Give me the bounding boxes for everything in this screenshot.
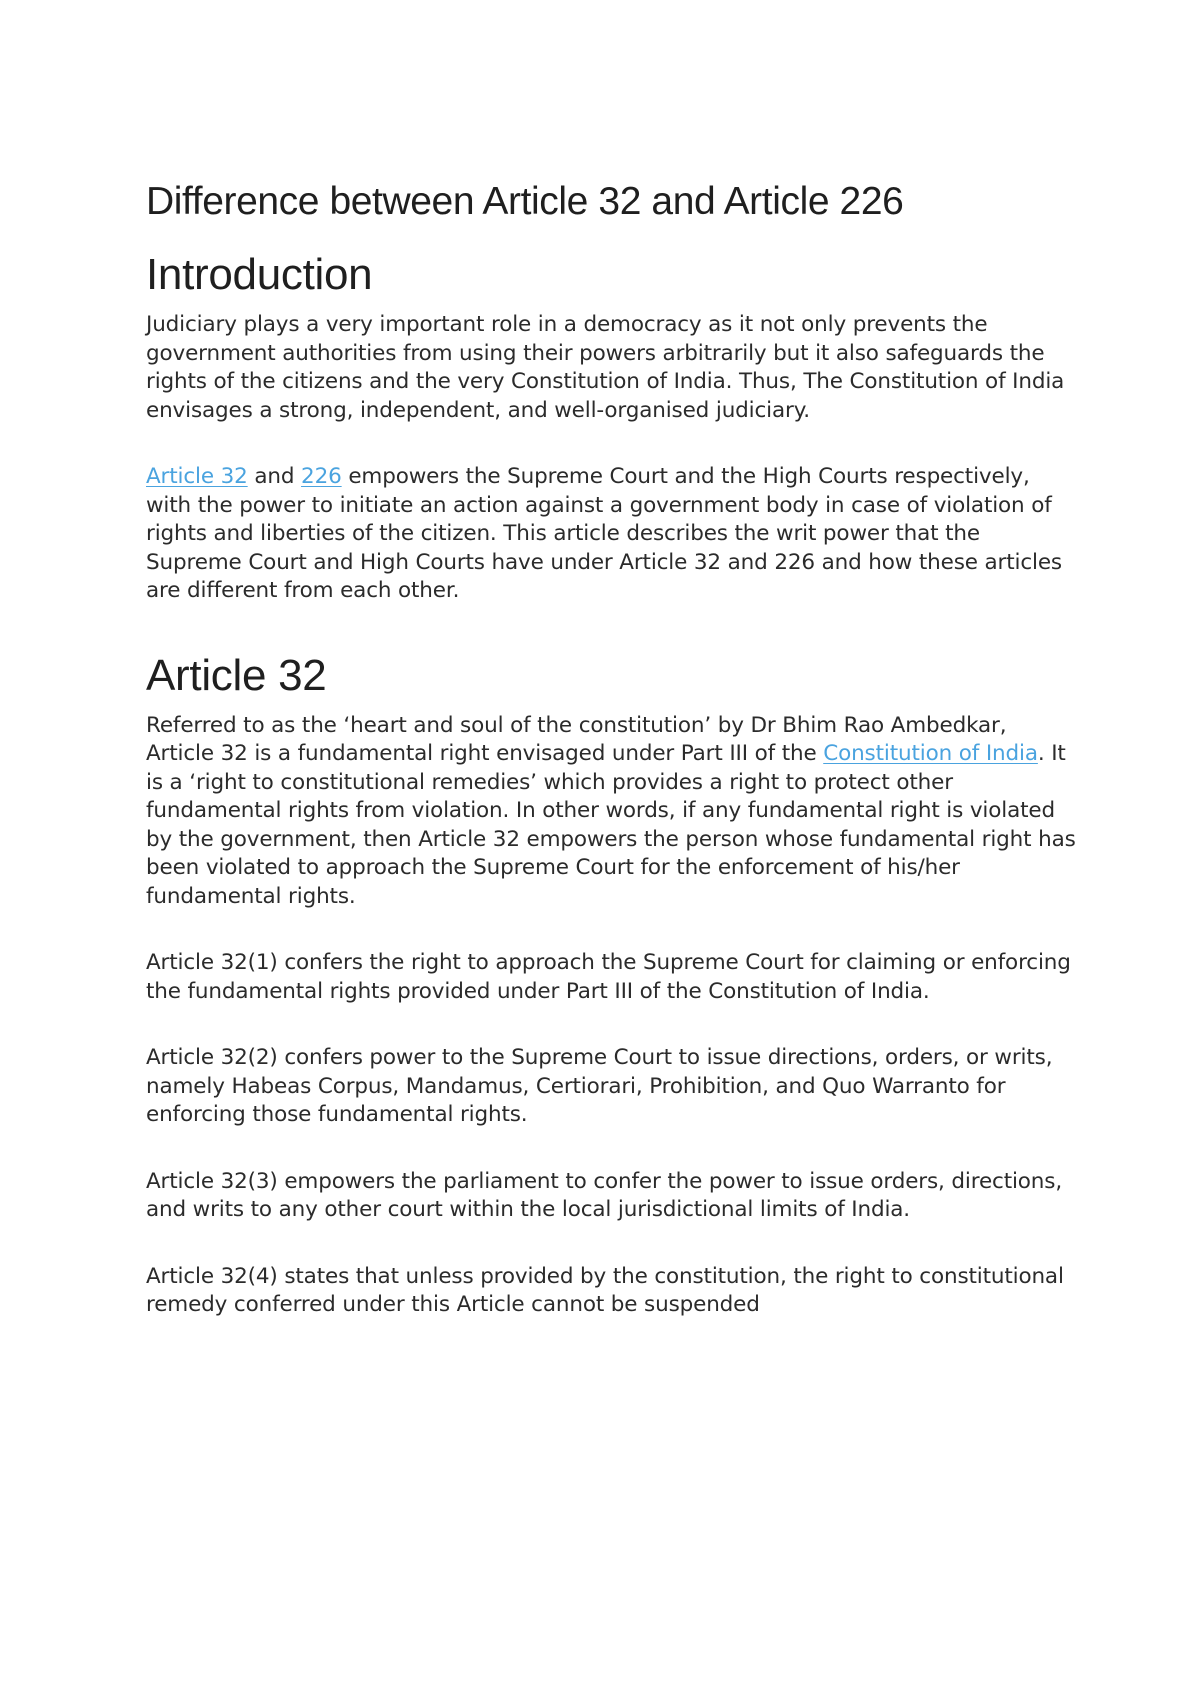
article-32-link[interactable]: Article 32 (146, 464, 248, 489)
article-226-link[interactable]: 226 (301, 464, 342, 489)
article-32-clause-4: Article 32(4) states that unless provided by the constitution, the right to constitutional remedy conferred under this Article cannot be suspended (146, 1263, 1064, 1317)
constitution-of-india-link[interactable]: Constitution of India (823, 741, 1038, 766)
document-title: Difference between Article 32 and Article 226 (146, 180, 904, 223)
article-32-heading: Article 32 (146, 650, 327, 700)
introduction-paragraph-2 (146, 463, 1076, 606)
article-32-paragraph-1 (146, 712, 1076, 912)
article-32-clause-1: Article 32(1) confers the right to approach the Supreme Court for claiming or enforcing the fundamental rights provided under Part III of the Constitution of India. (146, 950, 1071, 1004)
article-32-clause-3: Article 32(3) empowers the parliament to confer the power to issue orders, directions, and writs to any other court within the local jurisdictional limits of India. (146, 1168, 1063, 1222)
introduction-paragraph-1: Judiciary plays a very important role in a democracy as it not only prevents the government authorities from using their powers arbitrarily but it also safeguards the rights of the citizens and the very Constitution of India. Thus, The Constitution of India envisages a strong, independent, and well-organised judiciary. (146, 312, 1065, 423)
introduction-heading: Introduction (146, 250, 373, 299)
intro-connector-text: and (247, 464, 302, 489)
intro-body-text: empowers the Supreme Court and the High Courts respectively, with the power to initiate an action against a government body in case of violation of rights and liberties of the citizen. This article describes the writ power that the Supreme Court and High Courts have under Article 32 and 226 and how these articles are different from each other. (146, 464, 1062, 603)
article-32-text-before-link: Referred to as the ‘heart and soul of the constitution’ by Dr Bhim Rao Ambedkar, Article 32 is a fundamental right envisaged under Part III of the (146, 712, 1007, 766)
article-32-clause-2: Article 32(2) confers power to the Supreme Court to issue directions, orders, or writs, namely Habeas Corpus, Mandamus, Certiorari, Prohibition, and Quo Warranto for enforcing those fundamental rights. (146, 1045, 1053, 1127)
article-32-text-after-link: . It is a ‘right to constitutional remedies’ which provides a right to protect other fundamental rights from violation. In other words, if any fundamental right is violated by the government, then Article 32 empowers the person whose fundamental right has been violated to approach the Supreme Court for the enforcement of his/her fundamental rights. (146, 741, 1076, 909)
document-page (146, 178, 1076, 1320)
